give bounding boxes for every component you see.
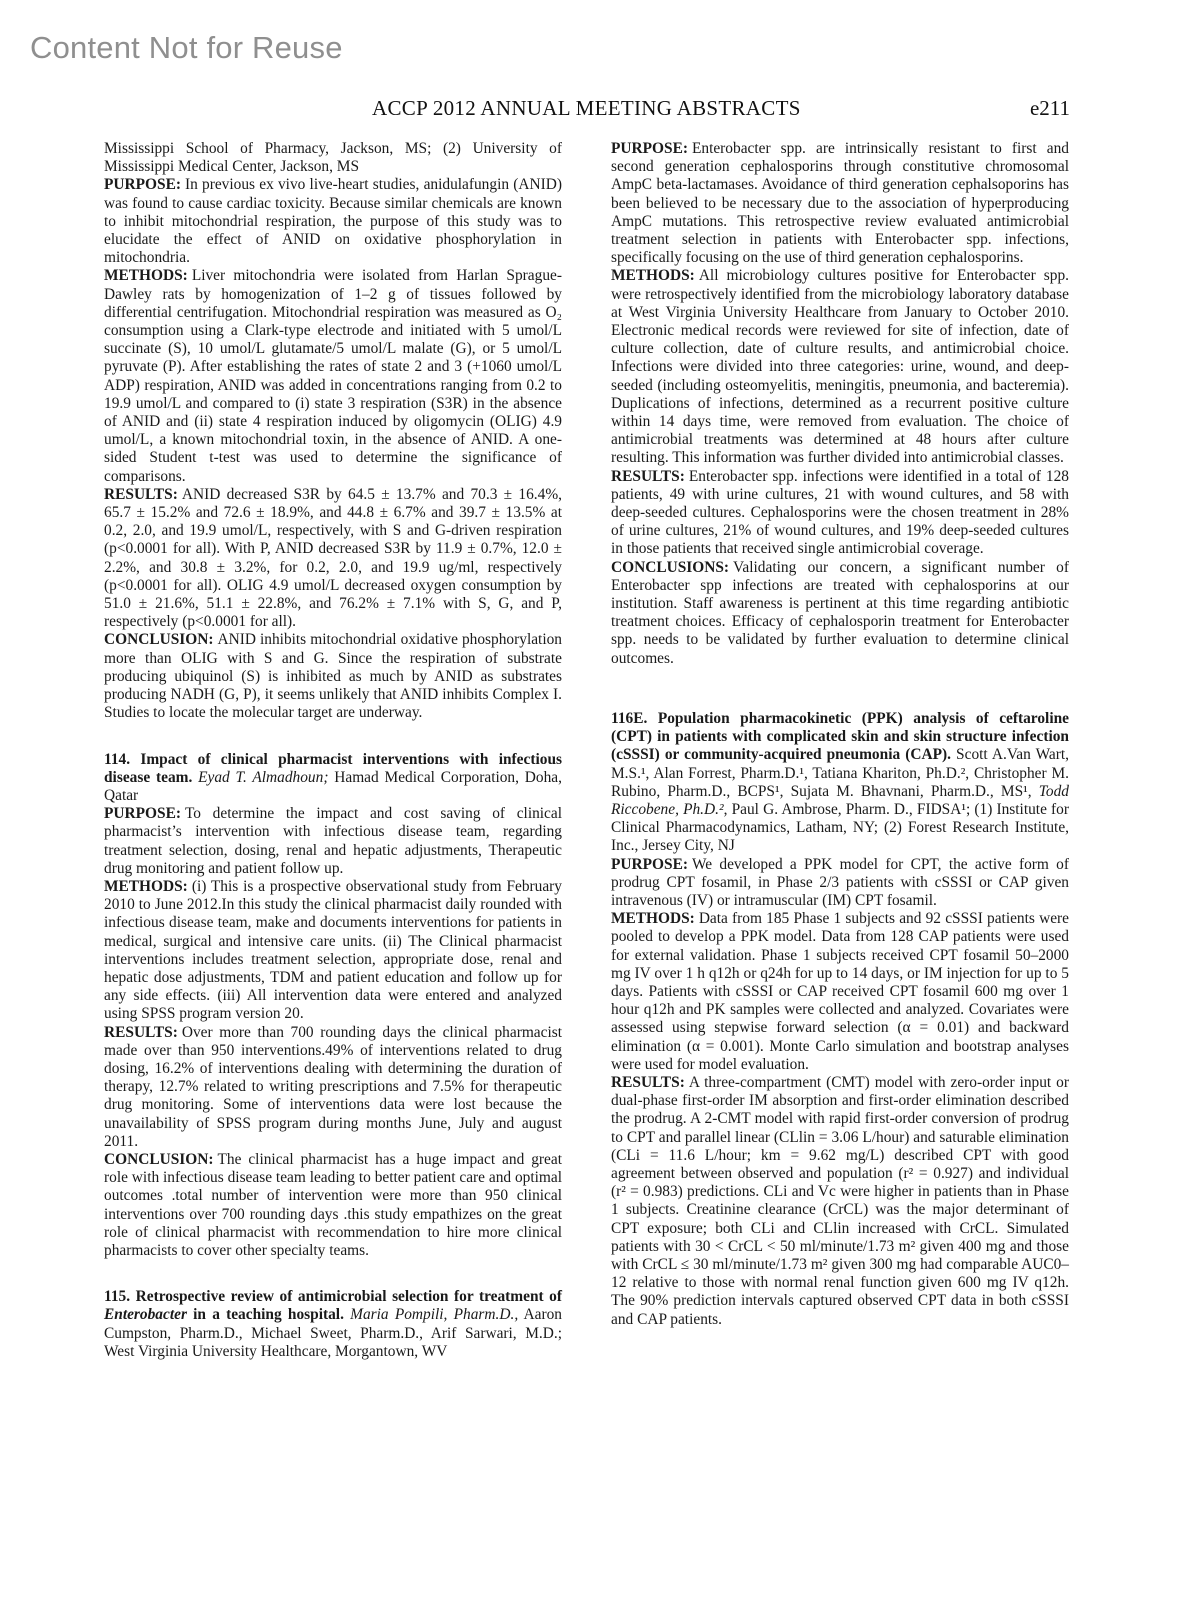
abstract-115-methods xyxy=(611,267,1069,467)
abstract-114-heading xyxy=(104,751,562,806)
abstract-114-conclusion xyxy=(104,1151,562,1260)
abstract-113-purpose xyxy=(104,176,562,267)
abstract-116e xyxy=(611,710,1069,1329)
abstract-title: 114. Impact of clinical pharmacist interventions with infectious disease team. xyxy=(104,750,562,786)
abstract-title-organism: Enterobacter xyxy=(104,1306,187,1324)
abstract-title: 115. Retrospective review of antimicrobial selection for treatment of xyxy=(104,1288,562,1306)
section-label: CONCLUSION: xyxy=(104,1150,214,1168)
section-text: Enterobacter spp. are intrinsically resistant to first and second generation cephalosporins through constitutive chromosomal AmpC beta-lactamases. Avoidance of third generation cephalsoporins has been believed to be necessary due to the association of hyperproducing AmpC mutations. This retrospective review evaluated antimicrobial treatment selection in patients with Enterobacter spp. infections, specifically focusing on the use of third generation cephalosporins. xyxy=(611,140,1069,267)
abstract-author: Eyad T. Almadhoun; xyxy=(198,768,329,786)
abstract-113-methods xyxy=(104,267,562,485)
abstract-114-purpose xyxy=(104,805,562,878)
section-label: PURPOSE: xyxy=(104,176,181,194)
abstract-115-purpose xyxy=(611,140,1069,267)
abstract-113-results xyxy=(104,486,562,632)
abstract-113-conclusion xyxy=(104,631,562,722)
section-text: Liver mitochondria were isolated from Harlan Sprague-Dawley rats by homogenization of 1–2 g of tissues followed by differential centrifugation. Mitochondrial respiration was measured as O₂ consumption using a Clark-type electrode and initiated with 5 umol/L succinate (S), 10 umol/L glutamate/5 umol/L malate (G), or 5 umol/L pyruvate (P). After establishing the rates of state 2 and 3 (+1060 umol/L ADP) respiration, ANID was added in concentrations ranging from 0.2 to 19.9 umol/L and compared to (i) state 3 respiration (S3R) in the absence of ANID and (ii) state 4 respiration induced by oligomycin (OLIG) 4.9 umol/L, a known mitochondrial toxin, in the absence of ANID. A one-sided Student t-test was used to determine the significance of comparisons. xyxy=(104,267,562,485)
abstract-116e-purpose xyxy=(611,856,1069,911)
abstract-affiliation: Hamad Medical Corporation, Doha, Qatar xyxy=(104,768,562,804)
section-text: To determine the impact and cost saving of clinical pharmacist’s intervention with infectious disease team, regarding treatment selection, dosing, renal and hepatic adjustments, Therapeutic drug monitoring and patient follow up. xyxy=(104,805,562,877)
section-text: ANID inhibits mitochondrial oxidative phosphorylation more than OLIG with S and G. Since the respiration of substrate producing ubiquinol (S) is inhibited as much by ANID as substrates producing NADH (G, P), it seems unlikely that ANID inhibits Complex I. Studies to locate the molecular target are underway. xyxy=(104,631,562,722)
section-label: PURPOSE: xyxy=(104,805,181,823)
section-label: METHODS: xyxy=(611,267,695,285)
section-label: RESULTS: xyxy=(611,1073,685,1091)
section-label: CONCLUSIONS: xyxy=(611,558,730,576)
page-number: e211 xyxy=(1029,96,1070,120)
abstract-114-results xyxy=(104,1024,562,1151)
section-text: Data from 185 Phase 1 subjects and 92 cSSSI patients were pooled to develop a PPK model. Data from 128 CAP patients were used for external validation. Phase 1 subjects received CPT fosamil 50–2000 mg IV over 1 h q12h or q24h for up to 14 days, or IM injection for up to 5 days. Patients with cSSSI or CAP received CPT fosamil 600 mg over 1 hour q12h and PK samples were collected and analyzed. Covariates were assessed using stepwise forward selection (α = 0.01) and backward elimination (α = 0.001). Monte Carlo simulation and bootstrap analyses were used for model evaluation. xyxy=(611,910,1069,1073)
section-text: A three-compartment (CMT) model with zero-order input or dual-phase first-order IM absorption and first-order elimination described the prodrug. A 2-CMT model with rapid first-order conversion of prodrug to CPT and parallel linear (CLlin = 3.06 L/hour) and saturable elimination (CLi = 11.6 L/hour; km = 9.62 mg/L) described CPT with good agreement between observed and population (r² = 0.927) and individual (r² = 0.983) predictions. CLi and Vc were higher in patients than in Phase 1 subjects. Creatinine clearance (CrCL) was the major determinant of CPT exposure; both CLi and CLlin increased with CrCL. Simulated patients with 30 < CrCL < 50 ml/minute/1.73 m² given 400 mg and those with CrCL ≤ 30 ml/minute/1.73 m² given 300 mg had comparable AUC0–12 relative to those with normal renal function given 600 mg IV q12h. The 90% prediction intervals captured observed CPT data in both cSSSI and CAP patients. xyxy=(611,1073,1069,1328)
section-text: Enterobacter spp. infections were identified in a total of 128 patients, 49 with urine cultures, 21 with wound cultures, and 58 with deep-seeded cultures. Cephalosporins were the chosen treatment in 28% of urine cultures, 21% of wound cultures, and 19% deep-seeded cultures in those patients that received single antimicrobial coverage. xyxy=(611,467,1069,558)
abstract-116e-results xyxy=(611,1074,1069,1329)
section-text: Validating our concern, a significant number of Enterobacter spp infections are treated with cephalosporins at our institution. Staff awareness is pertinent at this time regarding antibiotic treatment choices. Efficacy of cephalosporin treatment for Enterobacter spp. needs to be validated by further evaluation to determine clinical outcomes. xyxy=(611,558,1069,667)
section-text: The clinical pharmacist has a huge impact and great role with infectious disease team leading to better patient care and optimal outcomes .total number of intervention were more than 950 clinical interventions over 700 rounding days .this study empathizes on the great role of clinical pharmacist with recommendation to hire more clinical pharmacists to cover other specialty teams. xyxy=(104,1150,562,1259)
section-label: CONCLUSION: xyxy=(104,631,214,649)
abstract-114-methods xyxy=(104,878,562,1024)
section-label: RESULTS: xyxy=(104,485,178,503)
abstract-115-conclusions xyxy=(611,559,1069,668)
section-text: We developed a PPK model for CPT, the active form of prodrug CPT fosamil, in Phase 2/3 patients with cSSSI or CAP given intravenous (IV) or intramuscular (IM) CPT fosamil. xyxy=(611,855,1069,909)
abstract-115 xyxy=(104,1288,562,1361)
abstract-114 xyxy=(104,751,562,1261)
abstract-113-affiliation: Mississippi School of Pharmacy, Jackson, MS; (2) University of Mississippi Medical Center, Jackson, MS xyxy=(104,140,562,176)
abstract-title-end: in a teaching hospital. xyxy=(193,1306,344,1324)
abstract-115-results xyxy=(611,468,1069,559)
abstract-116e-methods xyxy=(611,910,1069,1074)
left-column xyxy=(104,140,562,1361)
running-title: ACCP 2012 ANNUAL MEETING ABSTRACTS xyxy=(372,96,801,120)
abstract-author: Maria Pompili, Pharm.D., xyxy=(350,1306,519,1324)
section-label: METHODS: xyxy=(104,877,188,895)
section-text: Over more than 700 rounding days the clinical pharmacist made over than 950 interventions.49% of interventions related to drug dosing, 16.2% of interventions dealing with determining the duration of therapy, 12.7% related to writing prescriptions and 7.5% for therapeutic drug monitoring. Some of interventions data were lost because the unavailability of SPSS program during months June, July and august 2011. xyxy=(104,1023,562,1150)
right-column xyxy=(611,140,1069,1329)
section-label: PURPOSE: xyxy=(611,855,688,873)
section-label: RESULTS: xyxy=(104,1023,178,1041)
abstract-authors: Scott A.Van Wart, M.S.¹, Alan Forrest, Pharm.D.¹, Tatiana Khariton, Ph.D.², Christopher M. Rubino, Pharm.D., BCPS¹, Sujata M. Bhavnani, Pharm.D., MS¹, xyxy=(611,746,1069,800)
section-text: (i) This is a prospective observational study from February 2010 to June 2012.In this study the clinical pharmacist daily rounded with infectious disease team, make and documents interventions for patients in medical, surgical and intensive care units. (ii) The Clinical pharmacist interventions includes treatment selection, appropriate dose, renal and hepatic dose adjustments, TDM and patient education and follow up for any side effects. (iii) All intervention data were entered and analyzed using SPSS program version 20. xyxy=(104,877,562,1023)
section-label: METHODS: xyxy=(611,910,695,928)
abstract-116e-heading xyxy=(611,710,1069,856)
section-text: ANID decreased S3R by 64.5 ± 13.7% and 70.3 ± 16.4%, 65.7 ± 15.2% and 72.6 ± 18.9%, and 44.8 ± 6.7% and 39.7 ± 13.5% at 0.2, 2.0, and 19.9 umol/L, respectively, with S and G-driven respiration (p<0.0001 for all). With P, ANID decreased S3R by 11.9 ± 0.7%, 12.0 ± 2.2%, and 30.8 ± 3.2%, for 0.2, 2.0, and 19.9 ug/ml, respectively (p<0.0001 for all). OLIG 4.9 umol/L decreased oxygen consumption by 51.0 ± 21.6%, 51.1 ± 22.8%, and 76.2% ± 7.1% with S, G, and P, respectively (p<0.0001 for all). xyxy=(104,485,562,631)
section-label: RESULTS: xyxy=(611,467,685,485)
abstract-authors-rest: , Paul G. Ambrose, Pharm. D., FIDSA¹; (1) Institute for Clinical Pharmacodynamics, Latham, NY; (2) Forest Research Institute, Inc., Jersey City, NJ xyxy=(611,800,1069,855)
watermark: Content Not for Reuse xyxy=(30,30,343,65)
section-label: PURPOSE: xyxy=(611,140,688,157)
abstract-coauthors: Aaron Cumpston, Pharm.D., Michael Sweet, Pharm.D., Arif Sarwari, M.D.; West Virginia University Healthcare, Morgantown, WV xyxy=(104,1306,562,1360)
section-label: METHODS: xyxy=(104,267,188,285)
section-text: In previous ex vivo live-heart studies, anidulafungin (ANID) was found to cause cardiac toxicity. Because similar chemicals are known to inhibit mitochondrial respiration, the purpose of this study was to elucidate the effect of ANID on oxidative phosphorylation in mitochondria. xyxy=(104,176,562,267)
abstract-title: 116E. Population pharmacokinetic (PPK) analysis of ceftaroline (CPT) in patients with complicated skin and skin structure infection (cSSSI) or community-acquired pneumonia (CAP). xyxy=(611,709,1069,764)
abstract-author-presenting: Todd Riccobene, Ph.D.² xyxy=(611,782,1069,818)
abstract-115-heading xyxy=(104,1288,562,1361)
section-text: All microbiology cultures positive for Enterobacter spp. were retrospectively identified from the microbiology laboratory database at West Virginia University Healthcare from January to October 2010. Electronic medical records were reviewed for site of infection, date of culture collection, date of culture results, and antimicrobial choice. Infections were divided into three categories: urine, wound, and deep-seeded (including osteomyelitis, meningitis, pneumonia, and bacteremia). Duplications of infections, determined as a recurrent positive culture within 14 days time, were removed from evaluation. The choice of antimicrobial treatments was determined at 48 hours after culture resulting. This information was further divided into antimicrobial classes. xyxy=(611,267,1069,467)
